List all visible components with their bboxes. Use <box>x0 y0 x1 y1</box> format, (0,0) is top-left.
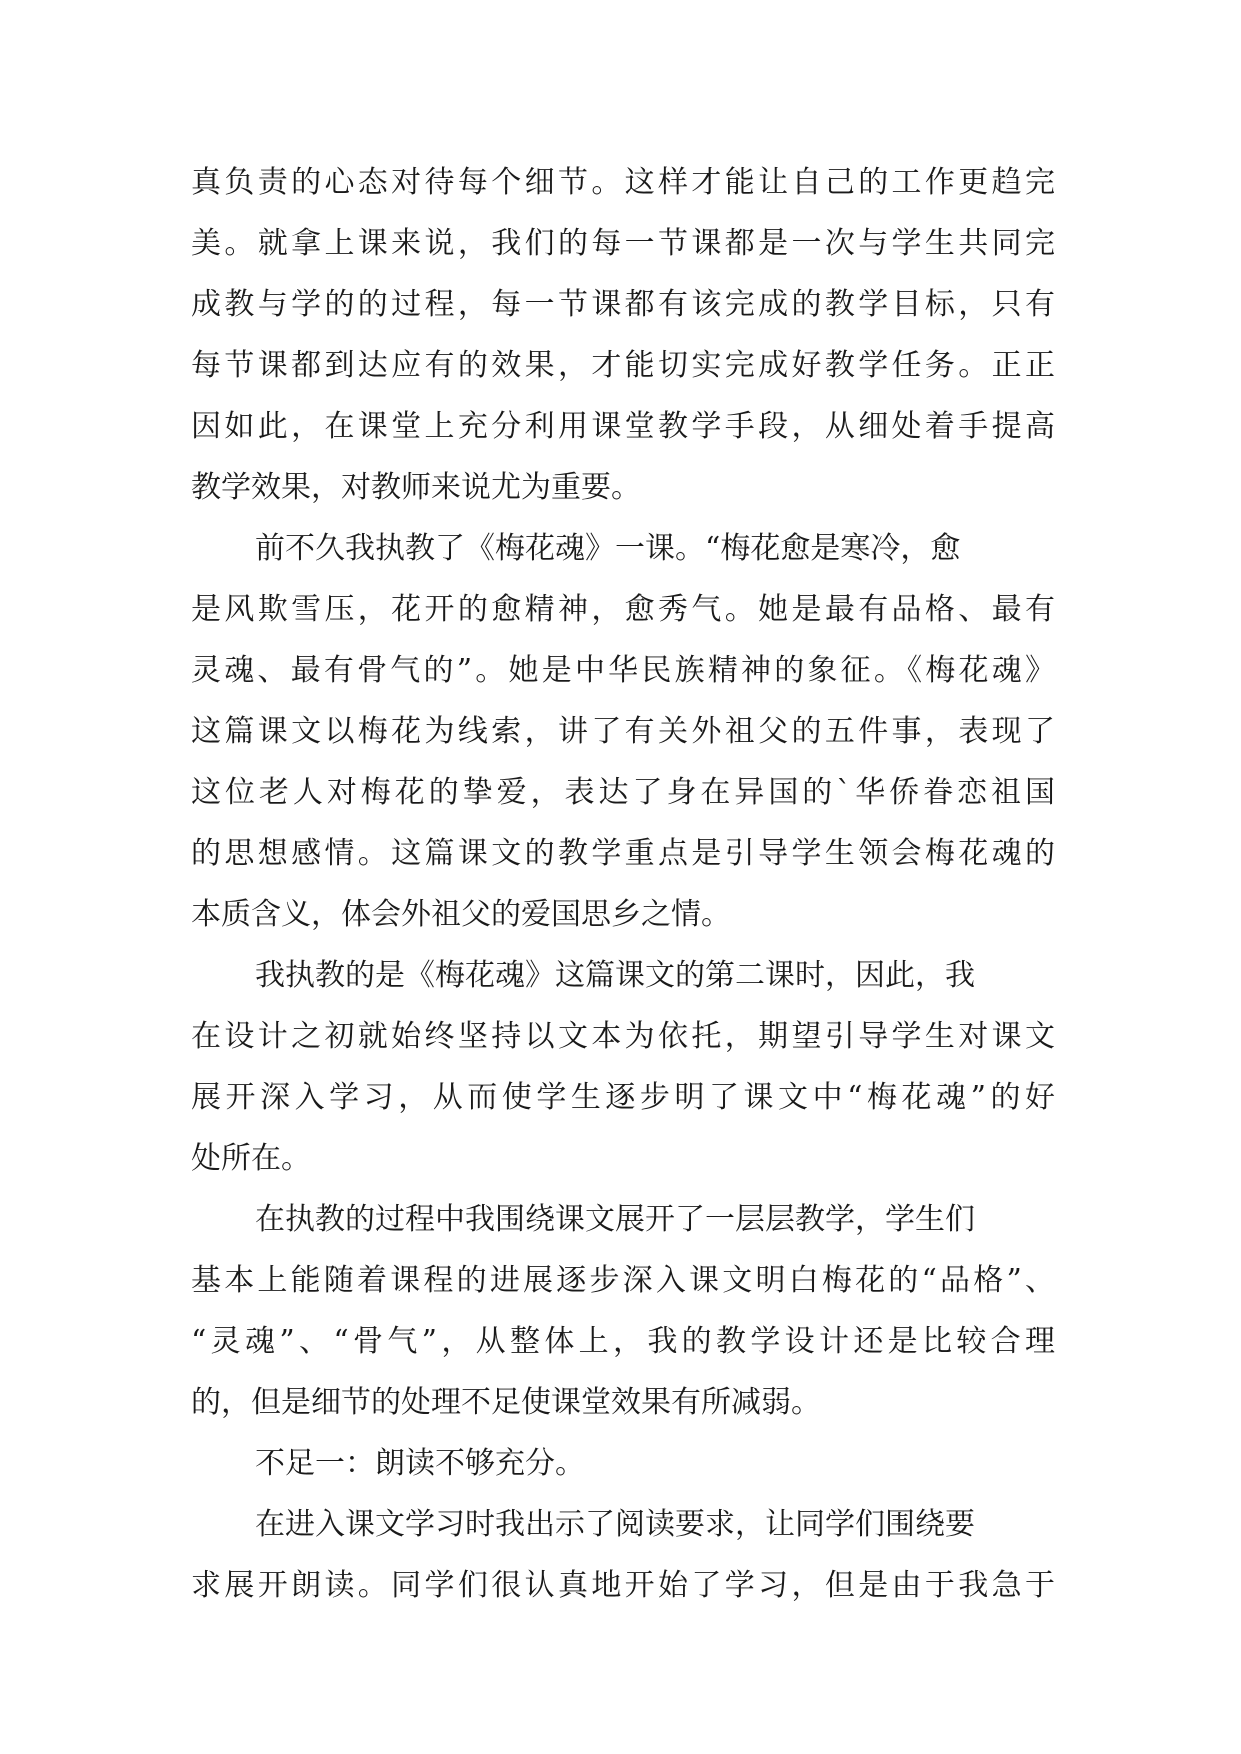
text-line-12: 的思想感情。这篇课文的教学重点是引导学生领会梅花魂的 <box>191 836 1055 871</box>
text-line-1: 真负责的心态对待每个细节。这样才能让自己的工作更趋完 <box>191 165 1055 200</box>
text-line-7: 前不久我执教了《梅花魂》一课。“梅花愈是寒冷，愈 <box>255 531 961 566</box>
text-line-9: 灵魂、最有骨气的”。她是中华民族精神的象征。《梅花魂》 <box>191 653 1055 688</box>
text-line-14: 我执教的是《梅花魂》这篇课文的第二课时，因此，我 <box>255 958 975 993</box>
text-line-16: 展开深入学习，从而使学生逐步明了课文中“梅花魂”的好 <box>191 1080 1055 1115</box>
text-line-11: 这位老人对梅花的挚爱，表达了身在异国的`华侨眷恋祖国 <box>191 775 1055 810</box>
text-line-2: 美。就拿上课来说，我们的每一节课都是一次与学生共同完 <box>191 226 1055 261</box>
text-line-18: 在执教的过程中我围绕课文展开了一层层教学，学生们 <box>255 1202 975 1237</box>
text-line-5: 因如此，在课堂上充分利用课堂教学手段，从细处着手提高 <box>191 409 1055 444</box>
text-line-23: 在进入课文学习时我出示了阅读要求，让同学们围绕要 <box>255 1507 975 1542</box>
text-line-13: 本质含义，体会外祖父的爱国思乡之情。 <box>191 897 731 932</box>
text-line-17: 处所在。 <box>191 1141 311 1176</box>
text-line-15: 在设计之初就始终坚持以文本为依托，期望引导学生对课文 <box>191 1019 1055 1054</box>
text-line-10: 这篇课文以梅花为线索，讲了有关外祖父的五件事，表现了 <box>191 714 1055 749</box>
text-line-24: 求展开朗读。同学们很认真地开始了学习，但是由于我急于 <box>191 1568 1055 1603</box>
text-line-8: 是风欺雪压，花开的愈精神，愈秀气。她是最有品格、最有 <box>191 592 1055 627</box>
text-line-19: 基本上能随着课程的进展逐步深入课文明白梅花的“品格”、 <box>191 1263 1055 1298</box>
body-text <box>191 152 1071 1616</box>
text-line-21: 的，但是细节的处理不足使课堂效果有所减弱。 <box>191 1385 821 1420</box>
text-line-6: 教学效果，对教师来说尤为重要。 <box>191 470 641 505</box>
text-line-3: 成教与学的的过程，每一节课都有该完成的教学目标，只有 <box>191 287 1055 322</box>
text-line-20: “灵魂”、“骨气”，从整体上，我的教学设计还是比较合理 <box>191 1324 1055 1359</box>
text-line-4: 每节课都到达应有的效果，才能切实完成好教学任务。正正 <box>191 348 1055 383</box>
text-line-22: 不足一：朗读不够充分。 <box>255 1446 585 1481</box>
